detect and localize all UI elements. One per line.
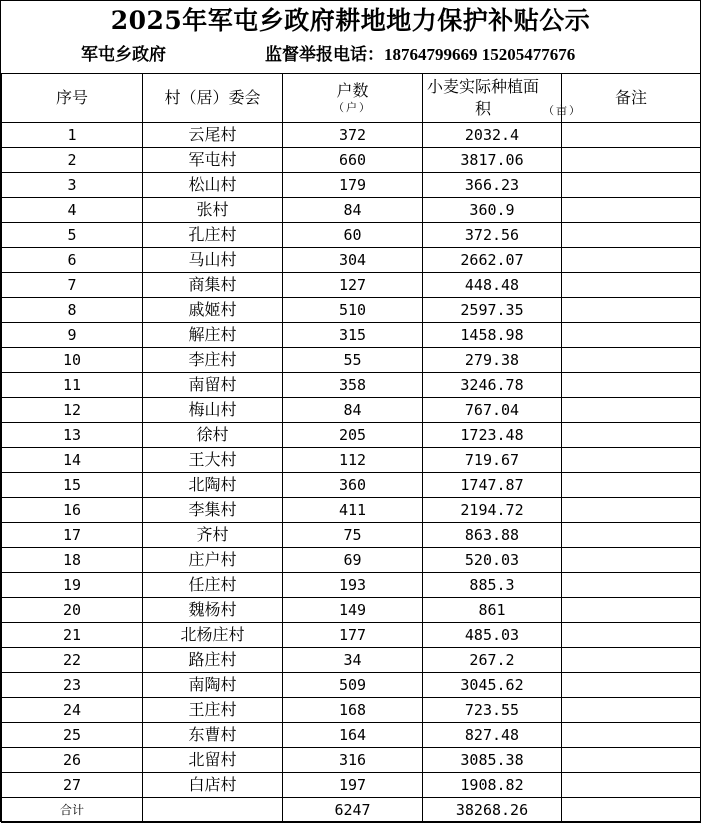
cell-remark: [562, 223, 701, 248]
cell-seq: 8: [2, 298, 143, 323]
cell-village: 魏杨村: [143, 598, 283, 623]
cell-remark: [562, 373, 701, 398]
cell-village: 军屯村: [143, 148, 283, 173]
cell-seq: 5: [2, 223, 143, 248]
cell-area: 1747.87: [423, 473, 562, 498]
cell-area: 267.2: [423, 648, 562, 673]
cell-remark: [562, 348, 701, 373]
table-row: [2, 348, 701, 373]
cell-remark: [562, 323, 701, 348]
total-remark: [562, 798, 701, 823]
cell-seq: 2: [2, 148, 143, 173]
table-row: [2, 498, 701, 523]
cell-seq: 14: [2, 448, 143, 473]
cell-area: 767.04: [423, 398, 562, 423]
cell-households: 60: [283, 223, 423, 248]
cell-village: 徐村: [143, 423, 283, 448]
cell-area: 3045.62: [423, 673, 562, 698]
cell-village: 南陶村: [143, 673, 283, 698]
table-header-row: [2, 74, 701, 123]
cell-households: 168: [283, 698, 423, 723]
cell-village: 白店村: [143, 773, 283, 798]
cell-area: 1723.48: [423, 423, 562, 448]
cell-seq: 9: [2, 323, 143, 348]
table-row: [2, 598, 701, 623]
table-row: [2, 148, 701, 173]
cell-area: 2662.07: [423, 248, 562, 273]
report-hotline: [265, 41, 575, 69]
cell-village: 齐村: [143, 523, 283, 548]
cell-seq: 10: [2, 348, 143, 373]
cell-households: 34: [283, 648, 423, 673]
cell-area: 861: [423, 598, 562, 623]
cell-village: 孔庄村: [143, 223, 283, 248]
cell-households: 372: [283, 123, 423, 148]
cell-households: 193: [283, 573, 423, 598]
table-row: [2, 623, 701, 648]
cell-village: 李集村: [143, 498, 283, 523]
table-row: [2, 473, 701, 498]
table-row: [2, 173, 701, 198]
table-row: [2, 298, 701, 323]
cell-village: 松山村: [143, 173, 283, 198]
cell-area: 863.88: [423, 523, 562, 548]
cell-village: 路庄村: [143, 648, 283, 673]
cell-village: 东曹村: [143, 723, 283, 748]
header-area: [423, 74, 582, 123]
cell-seq: 25: [2, 723, 143, 748]
cell-village: 马山村: [143, 248, 283, 273]
table-row: [2, 323, 701, 348]
cell-area: 3085.38: [423, 748, 562, 773]
cell-seq: 16: [2, 498, 143, 523]
header-households-label: 户数: [336, 81, 369, 100]
cell-area: 372.56: [423, 223, 562, 248]
cell-village: 商集村: [143, 273, 283, 298]
cell-remark: [562, 298, 701, 323]
cell-area: 366.23: [423, 173, 562, 198]
table-row: [2, 373, 701, 398]
total-area: 38268.26: [423, 798, 562, 823]
cell-remark: [562, 523, 701, 548]
header-area-text: 小麦实际种植面积: [426, 77, 539, 118]
cell-remark: [562, 498, 701, 523]
cell-households: 358: [283, 373, 423, 398]
table-row: [2, 523, 701, 548]
cell-village: 云尾村: [143, 123, 283, 148]
cell-village: 解庄村: [143, 323, 283, 348]
cell-seq: 6: [2, 248, 143, 273]
cell-area: 1908.82: [423, 773, 562, 798]
cell-seq: 11: [2, 373, 143, 398]
hotline-label: 监督举报电话：: [265, 45, 384, 65]
cell-village: 南留村: [143, 373, 283, 398]
table-row: [2, 448, 701, 473]
table-row: [2, 548, 701, 573]
cell-households: 197: [283, 773, 423, 798]
cell-remark: [562, 423, 701, 448]
cell-seq: 27: [2, 773, 143, 798]
cell-area: 723.55: [423, 698, 562, 723]
cell-area: 719.67: [423, 448, 562, 473]
cell-seq: 23: [2, 673, 143, 698]
table-row: [2, 648, 701, 673]
cell-seq: 17: [2, 523, 143, 548]
cell-village: 张村: [143, 198, 283, 223]
cell-village: 北杨庄村: [143, 623, 283, 648]
cell-seq: 24: [2, 698, 143, 723]
cell-area: 3246.78: [423, 373, 562, 398]
cell-area: 2194.72: [423, 498, 562, 523]
cell-area: 360.9: [423, 198, 562, 223]
cell-remark: [562, 123, 701, 148]
table-row: [2, 248, 701, 273]
cell-households: 164: [283, 723, 423, 748]
cell-households: 149: [283, 598, 423, 623]
cell-remark: [562, 698, 701, 723]
total-row: [2, 798, 701, 823]
cell-village: 任庄村: [143, 573, 283, 598]
cell-area: 2597.35: [423, 298, 562, 323]
cell-remark: [562, 748, 701, 773]
cell-remark: [562, 148, 701, 173]
cell-households: 316: [283, 748, 423, 773]
cell-area: 279.38: [423, 348, 562, 373]
table-row: [2, 723, 701, 748]
header-village: 村（居）委会: [143, 74, 283, 123]
table-row: [2, 748, 701, 773]
cell-village: 王大村: [143, 448, 283, 473]
cell-households: 179: [283, 173, 423, 198]
cell-remark: [562, 473, 701, 498]
cell-households: 205: [283, 423, 423, 448]
cell-households: 510: [283, 298, 423, 323]
cell-remark: [562, 598, 701, 623]
cell-remark: [562, 648, 701, 673]
total-village: [143, 798, 283, 823]
cell-seq: 26: [2, 748, 143, 773]
table-row: [2, 223, 701, 248]
table-row: [2, 573, 701, 598]
page-title: 2025年军屯乡政府耕地地力保护补贴公示: [110, 6, 591, 35]
cell-area: 3817.06: [423, 148, 562, 173]
table-row: [2, 673, 701, 698]
cell-seq: 1: [2, 123, 143, 148]
table-row: [2, 773, 701, 798]
header-households: [283, 74, 423, 123]
cell-households: 304: [283, 248, 423, 273]
cell-households: 177: [283, 623, 423, 648]
cell-village: 戚姬村: [143, 298, 283, 323]
cell-households: 112: [283, 448, 423, 473]
cell-seq: 21: [2, 623, 143, 648]
cell-seq: 7: [2, 273, 143, 298]
cell-remark: [562, 173, 701, 198]
cell-remark: [562, 673, 701, 698]
cell-village: 庄户村: [143, 548, 283, 573]
cell-households: 509: [283, 673, 423, 698]
cell-remark: [562, 773, 701, 798]
cell-village: 梅山村: [143, 398, 283, 423]
header-households-unit: （户）: [333, 101, 372, 114]
table-row: [2, 123, 701, 148]
cell-seq: 19: [2, 573, 143, 598]
cell-remark: [562, 573, 701, 598]
cell-area: 448.48: [423, 273, 562, 298]
cell-remark: [562, 723, 701, 748]
cell-seq: 20: [2, 598, 143, 623]
table-row: [2, 398, 701, 423]
cell-households: 55: [283, 348, 423, 373]
cell-seq: 15: [2, 473, 143, 498]
hotline-numbers: 18764799669 15205477676: [384, 45, 576, 64]
cell-area: 520.03: [423, 548, 562, 573]
cell-households: 411: [283, 498, 423, 523]
cell-seq: 12: [2, 398, 143, 423]
cell-remark: [562, 398, 701, 423]
cell-area: 827.48: [423, 723, 562, 748]
table-row: [2, 198, 701, 223]
table-row: [2, 698, 701, 723]
cell-households: 84: [283, 398, 423, 423]
cell-households: 84: [283, 198, 423, 223]
cell-remark: [562, 448, 701, 473]
cell-village: 李庄村: [143, 348, 283, 373]
cell-village: 王庄村: [143, 698, 283, 723]
cell-area: 885.3: [423, 573, 562, 598]
cell-remark: [562, 548, 701, 573]
header-seq: 序号: [2, 74, 143, 123]
cell-area: 1458.98: [423, 323, 562, 348]
cell-households: 360: [283, 473, 423, 498]
header-area-label: [423, 76, 582, 120]
cell-households: 660: [283, 148, 423, 173]
cell-area: 485.03: [423, 623, 562, 648]
cell-households: 315: [283, 323, 423, 348]
issuing-organization: 军屯乡政府: [81, 45, 166, 65]
cell-remark: [562, 248, 701, 273]
cell-households: 127: [283, 273, 423, 298]
total-households: 6247: [283, 798, 423, 823]
cell-remark: [562, 273, 701, 298]
cell-area: 2032.4: [423, 123, 562, 148]
cell-seq: 18: [2, 548, 143, 573]
cell-remark: [562, 623, 701, 648]
cell-seq: 13: [2, 423, 143, 448]
cell-village: 北留村: [143, 748, 283, 773]
header-remark: 备注: [562, 74, 701, 123]
header-area-unit: （亩）: [543, 104, 582, 117]
table-row: [2, 423, 701, 448]
cell-households: 69: [283, 548, 423, 573]
cell-households: 75: [283, 523, 423, 548]
table-row: [2, 273, 701, 298]
cell-seq: 22: [2, 648, 143, 673]
cell-village: 北陶村: [143, 473, 283, 498]
cell-seq: 4: [2, 198, 143, 223]
subsidy-table: [1, 73, 701, 823]
cell-seq: 3: [2, 173, 143, 198]
total-label: 合计: [2, 798, 143, 823]
cell-remark: [562, 198, 701, 223]
